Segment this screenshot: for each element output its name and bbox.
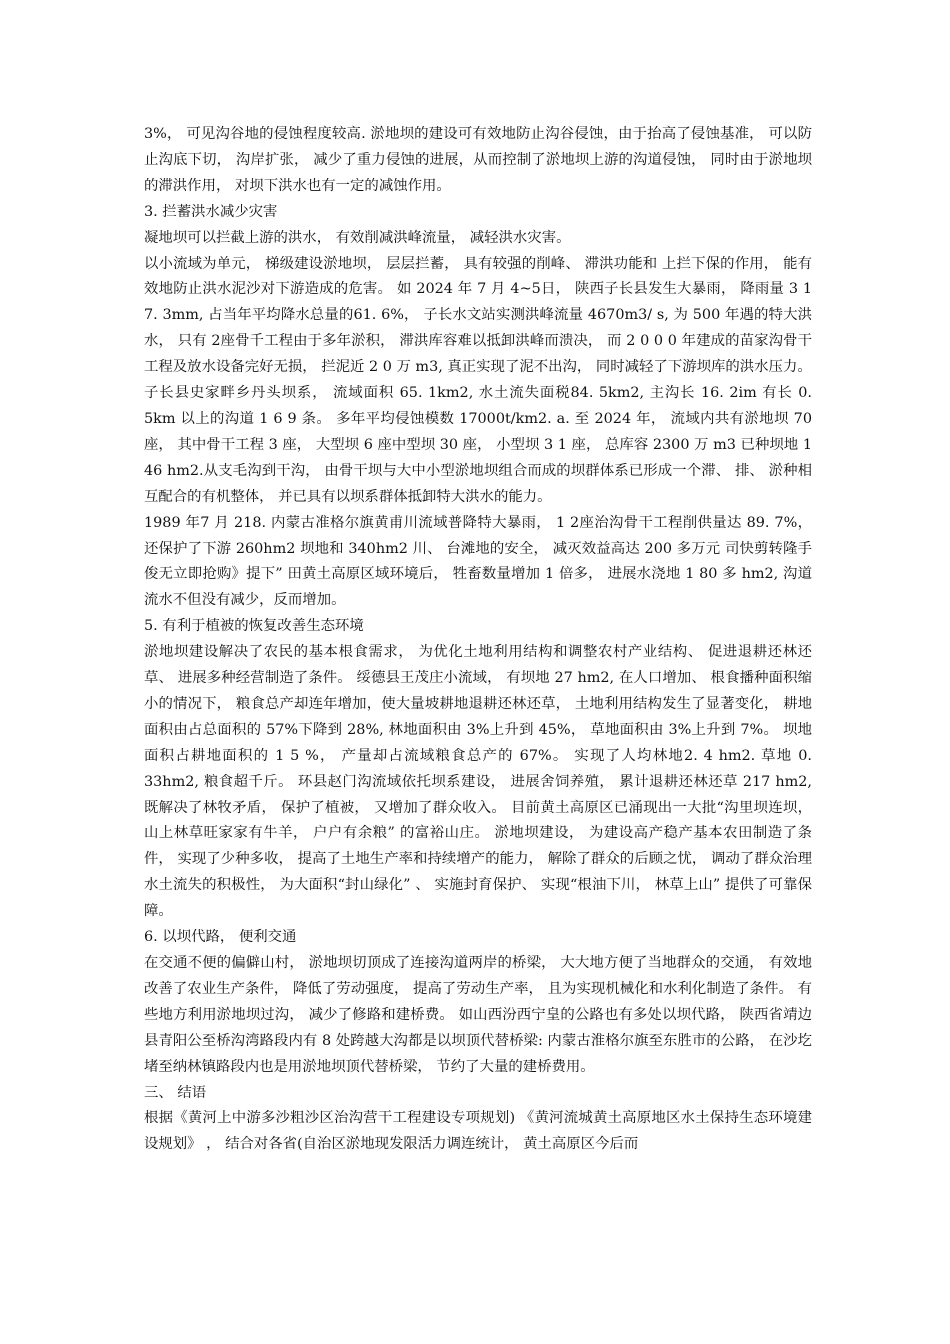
paragraph-conclusion: 根据《黄河上中游多沙粗沙区治沟营干工程建设专项规划) 《黄河流城黄土高原地区水土保持生态环境建设规划》 ， 结合对各省(自治区淤地现发限活力调连统计， 黄土高原区今后而	[144, 1110, 812, 1153]
document-page	[144, 122, 812, 1158]
heading-conclusion: 三、 结语	[144, 1084, 207, 1101]
heading-vegetation: 5. 有利于植被的恢复改善生态环境	[144, 618, 364, 635]
paragraph-erosion-control: 3%， 可见沟谷地的侵蚀程度较高. 淤地坝的建设可有效地防止沟谷侵蚀，由于抬高了侵蚀基准， 可以防止沟底下切， 沟岸扩张， 减少了重力侵蚀的进展，从而控制了淤地坝上游的沟道侵蚀， 同时由于淤地坝的滞洪作用， 对坝下洪水也有一定的减蚀作用。	[144, 126, 812, 194]
paragraph-dam-as-road: 在交通不便的偏僻山村， 淤地坝切顶成了连接沟道两岸的桥梁， 大大地方便了当地群众的交通， 有效地改善了农业生产条件， 降低了劳动强度， 提高了劳动生产率， 且为实现机械化和水利化制造了条件。 有些地方利用淤地坝过沟， 减少了修路和建桥费。 如山西汾西宁皇的公路也有多处以坝代路， 陕西省靖边县青阳公至桥沟湾路段内有 8 处跨越大沟都是以坝顶代替桥梁: 内蒙古淮格尔旗至东胜市的公路， 在沙圪堵至纳林镇路段内也是用淤地坝顶代替桥梁， 节约了大量的建桥费用。	[144, 955, 812, 1075]
paragraph-dantou-dam-system: 子长县史家畔乡丹头坝系， 流域面积 65. 1km2, 水土流失面税84. 5km2, 主沟长 16. 2im 有长 0. 5km 以上的沟道 1 6 9 条。 多年平均侵蚀模数 17000t/km2. a. 至 2024 年， 流域内共有淤地坝 70 座， 其中骨干工程 3 座， 大型坝 6 座中型坝 30 座， 小型坝 3 1 座， 总库容 2300 万 m3 已种坝地 1 46 hm2.从支毛沟到干沟， 由骨干坝与大中小型淤地坝组合而成的坝群体系已形成一个滞、 排、 淤种相互配合的有机整体， 并已具有以坝系群体抵卸特大洪水的能力。	[144, 385, 812, 505]
paragraph-zichang-flood: 以小流域为单元， 梯级建设淤地坝， 层层拦蓄， 具有较强的削峰、 滞洪功能和 上拦下保的作用， 能有效地防止洪水泥沙对下游造成的危害。 如 2024 年 7 月 4~5日， 陕西子长县发生大暴雨， 降雨量 3 1 7. 3mm, 占当年平均降水总量的61. 6%， 子长水文站实测洪峰流量 4670m3/ s, 为 500 年遇的特大洪水， 只有 2座骨千工程由于多年淤积， 滞洪库容难以抵卸洪峰而溃决， 而 2 0 0 0 年建成的苗家沟骨干工程及放水设备完好无损， 拦泥近 2 0 万 m3, 真正实现了泥不出沟， 同时减轻了下游坝库的洪水压力。	[144, 255, 812, 376]
heading-dam-as-road: 6. 以坝代路， 便利交通	[144, 929, 297, 946]
paragraph-flood-intro: 凝地坝可以拦截上游的洪水， 有效削减洪峰流量， 减轻洪水灾害。	[144, 229, 571, 246]
paragraph-huangfuchuan-1989: 1989 年7 月 218. 内蒙古准格尔旗黄甫川流域普降特大暴雨， 1 2座治沟骨干工程削供量达 89. 7%， 还保护了下游 260hm2 坝地和 340hm2 川、 台滩地的安全， 减灭效益高达 200 多万元 司快剪转隆手俊无立即抢购》提下” 田黄土高原区域环境后， 牲畜数量增加 1 倍多， 进展水浇地 1 80 多 hm2, 沟道流水不但没有减少，反而增加。	[144, 514, 812, 609]
paragraph-vegetation: 淤地坝建设解决了农民的基本根食需求， 为优化土地利用结构和调整农村产业结构、 促进退耕还林还草、 进展多种经营制造了条件。 绥德县王茂庄小流域， 有坝地 27 hm2, 在人口增加、 根食播种面积缩小的情况下， 粮食总产却连年增加，使大量坡耕地退耕还林还草， 土地利用结构发生了显著变化， 耕地面积由占总面积的 57%下降到 28%, 林地面积由 3%上升到 45%， 草地面积由 3%上升到 7%。 坝地面积占耕地面积的 1 5 %， 产量却占流域粮食总产的 67%。 实现了人均林地2. 4 hm2. 草地 0. 33hm2, 粮食超千斤。 环县赵门沟流域依托坝系建设， 进展舍饲养殖， 累计退耕还林还草 217 hm2, 既解决了林牧矛盾， 保护了植被， 又增加了群众收入。 目前黄土高原区已涌现出一大批“沟里坝连坝， 山上林草旺家家有牛羊， 户户有余粮” 的富裕山庄。 淤地坝建设， 为建设高产稳产基本农田制造了条件， 实现了少种多收， 提高了土地生产率和持续增产的能力， 解除了群众的后顾之忧， 调动了群众治理水土流失的积极性， 为大面积“封山绿化” 、 实施封育保护、 实现“根油下川， 林草上山” 提供了可靠保障。	[144, 644, 812, 920]
heading-flood-storage: 3. 拦蓄洪水减少灾害	[144, 203, 278, 220]
